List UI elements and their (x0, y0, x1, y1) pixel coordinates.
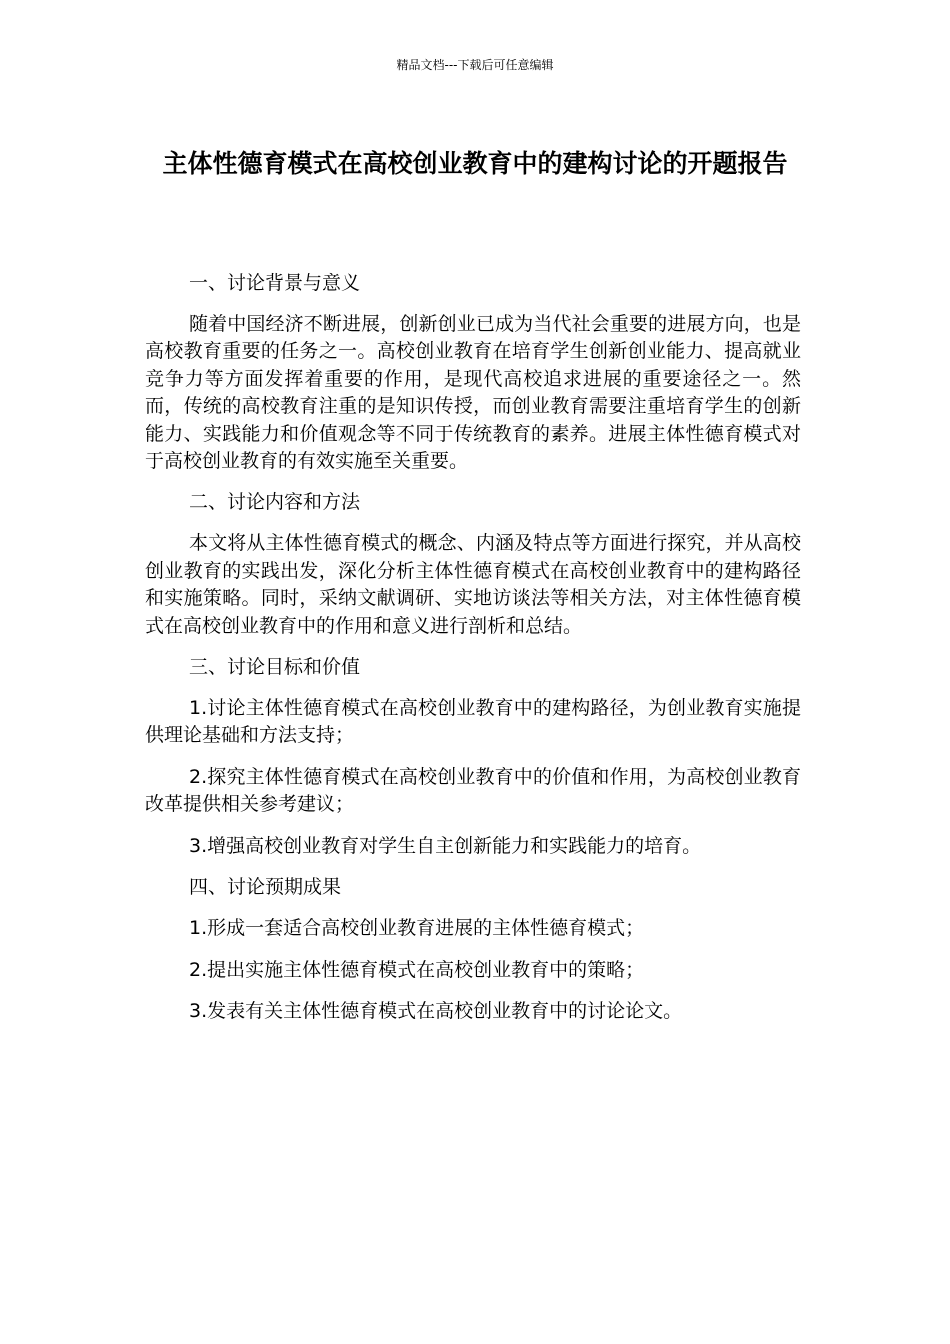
section-background (145, 270, 801, 475)
page-header-note: 精品文档---下载后可任意编辑 (396, 58, 554, 72)
list-item: 3.增强高校创业教育对学生自主创新能力和实践能力的培育。 (189, 834, 702, 857)
list-item: 2.提出实施主体性德育模式在高校创业教育中的策略； (189, 958, 645, 981)
section-heading: 三、讨论目标和价值 (189, 656, 361, 679)
section-heading: 二、讨论内容和方法 (189, 491, 361, 514)
list-item: 3.发表有关主体性德育模式在高校创业教育中的讨论论文。 (189, 999, 683, 1022)
list-item: 1.讨论主体性德育模式在高校创业教育中的建构路径，为创业教育实施提供理论基础和方法支持； (145, 697, 801, 747)
section-content-method (145, 489, 801, 640)
section-heading: 一、讨论背景与意义 (189, 272, 361, 294)
document-body (145, 270, 801, 1039)
body-paragraph: 本文将从主体性德育模式的概念、内涵及特点等方面进行探究，并从高校创业教育的实践出发，深化分析主体性德育模式在高校创业教育中的建构路径和实施策略。同时，采纳文献调研、实地访谈法等相关方法，对主体性德育模式在高校创业教育中的作用和意义进行剖析和总结。 (145, 532, 801, 637)
list-item: 2.探究主体性德育模式在高校创业教育中的价值和作用，为高校创业教育改革提供相关参考建议； (145, 765, 801, 816)
section-expected-results (145, 874, 801, 1025)
body-paragraph: 随着中国经济不断进展，创新创业已成为当代社会重要的进展方向，也是高校教育重要的任务之一。高校创业教育在培育学生创新创业能力、提高就业竞争力等方面发挥着重要的作用，是现代高校追求进展的重要途径之一。然而，传统的高校教育注重的是知识传授，而创业教育需要注重培育学生的创新能力、实践能力和价值观念等不同于传统教育的素养。进展主体性德育模式对于高校创业教育的有效实施至关重要。 (145, 313, 801, 473)
section-heading: 四、讨论预期成果 (189, 876, 342, 899)
document-title: 主体性德育模式在高校创业教育中的建构讨论的开题报告 (162, 149, 788, 178)
section-goals-value (145, 654, 801, 860)
list-item: 1.形成一套适合高校创业教育进展的主体性德育模式； (189, 917, 645, 940)
